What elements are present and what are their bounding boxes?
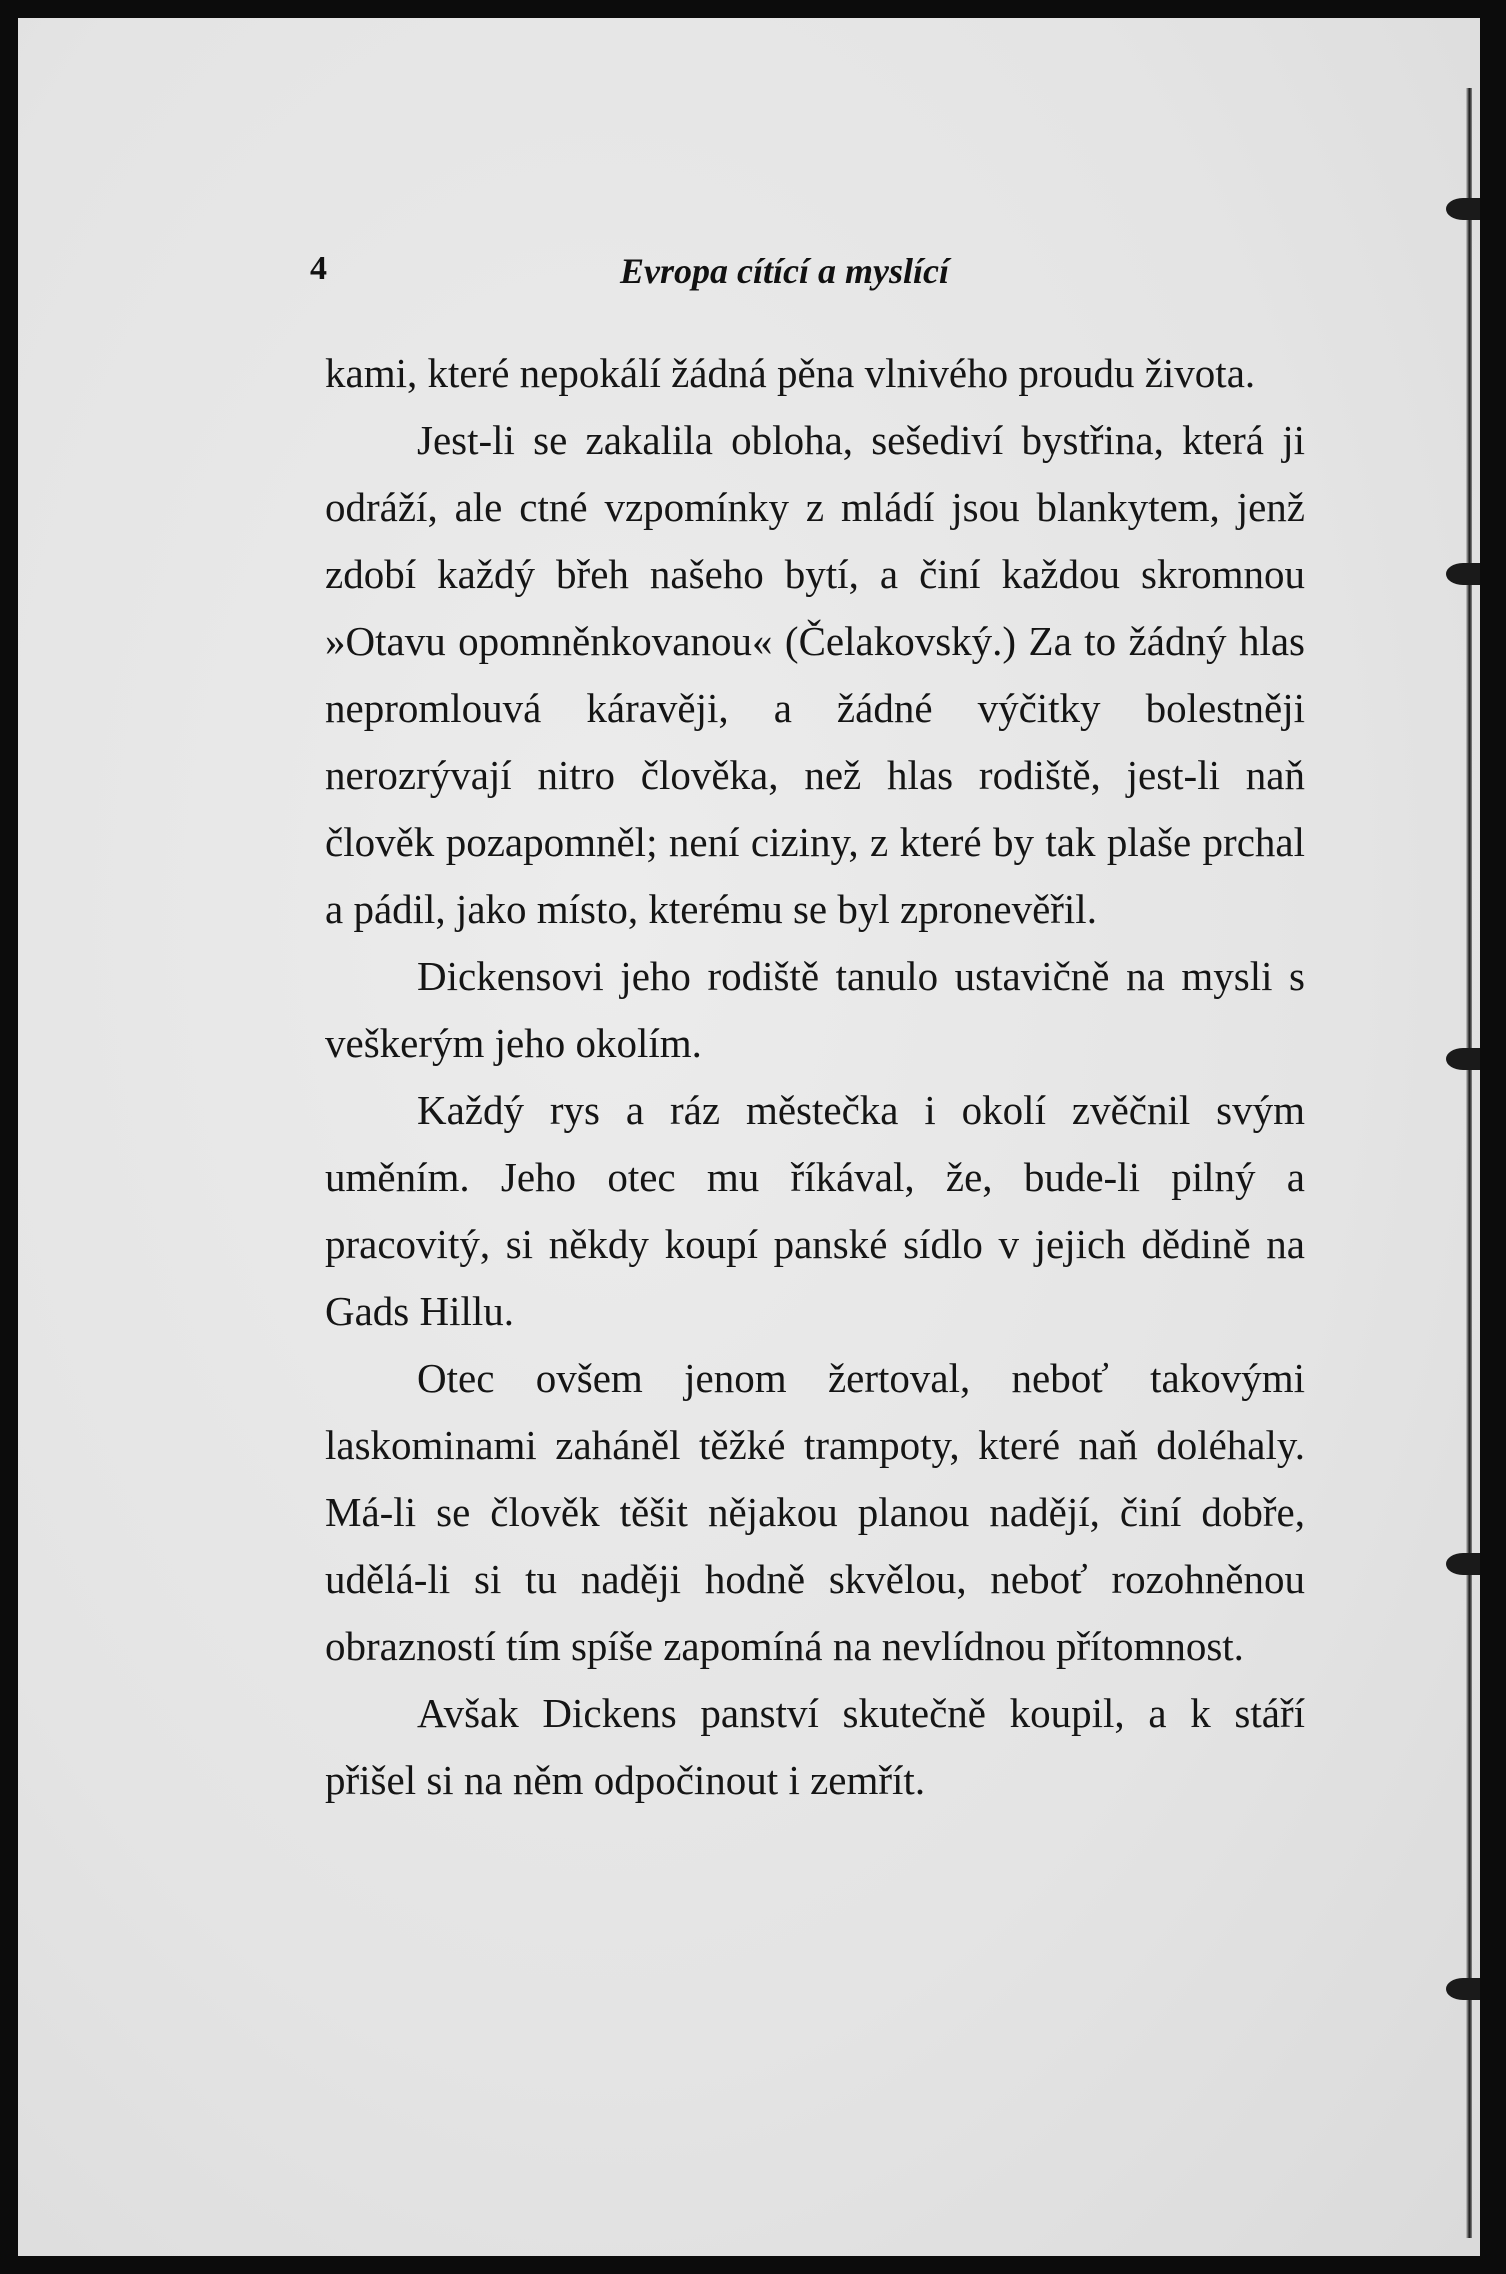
- binding-mark: [1446, 198, 1480, 220]
- binding-mark: [1446, 1048, 1480, 1070]
- paragraph: Otec ovšem jenom žertoval, neboť takovými laskominami zaháněl těžké trampoty, které naň doléhaly. Má-li se člověk těšit nějakou planou nadějí, činí dobře, udělá-li si tu naději hodně skvělou, neboť rozohněnou obrazností tím spíše zapomíná na nevlídnou přítomnost.: [325, 1355, 1305, 1669]
- page-header: [310, 250, 1310, 294]
- paragraph: Avšak Dickens panství skutečně koupil, a k stáří přišel si na něm odpočinout i zemřít.: [325, 1690, 1305, 1803]
- paragraph: Každý rys a ráz městečka i okolí zvěčnil svým uměním. Jeho otec mu říkával, že, bude-li pilný a pracovitý, si někdy koupí panské sídlo v jejich dědině na Gads Hillu.: [325, 1087, 1305, 1334]
- page-number: 4: [310, 250, 327, 287]
- paragraph: kami, které nepokálí žádná pěna vlnivého proudu života.: [325, 350, 1256, 396]
- running-title: Evropa cítící a myslící: [620, 251, 949, 291]
- paragraph: Jest-li se zakalila obloha, sešediví bystřina, která ji odráží, ale ctné vzpomínky z mládí jsou blankytem, jenž zdobí každý břeh našeho bytí, a činí každou skromnou »Otavu opomněnkovanou« (Čelakovský.) Za to žádný hlas nepromlouvá káravěji, a žádné výčitky bolestněji nerozrývají nitro člověka, než hlas rodiště, jest-li naň člověk pozapomněl; není ciziny, z které by tak plaše prchal a pádil, jako místo, kterému se byl zpronevěřil.: [325, 417, 1305, 932]
- binding-mark: [1446, 1978, 1480, 2000]
- binding-edge: [1466, 88, 1472, 2238]
- binding-mark: [1446, 563, 1480, 585]
- paragraph: Dickensovi jeho rodiště tanulo ustavičně na mysli s veškerým jeho okolím.: [325, 953, 1305, 1066]
- body-text: [325, 340, 1305, 1814]
- binding-mark: [1446, 1553, 1480, 1575]
